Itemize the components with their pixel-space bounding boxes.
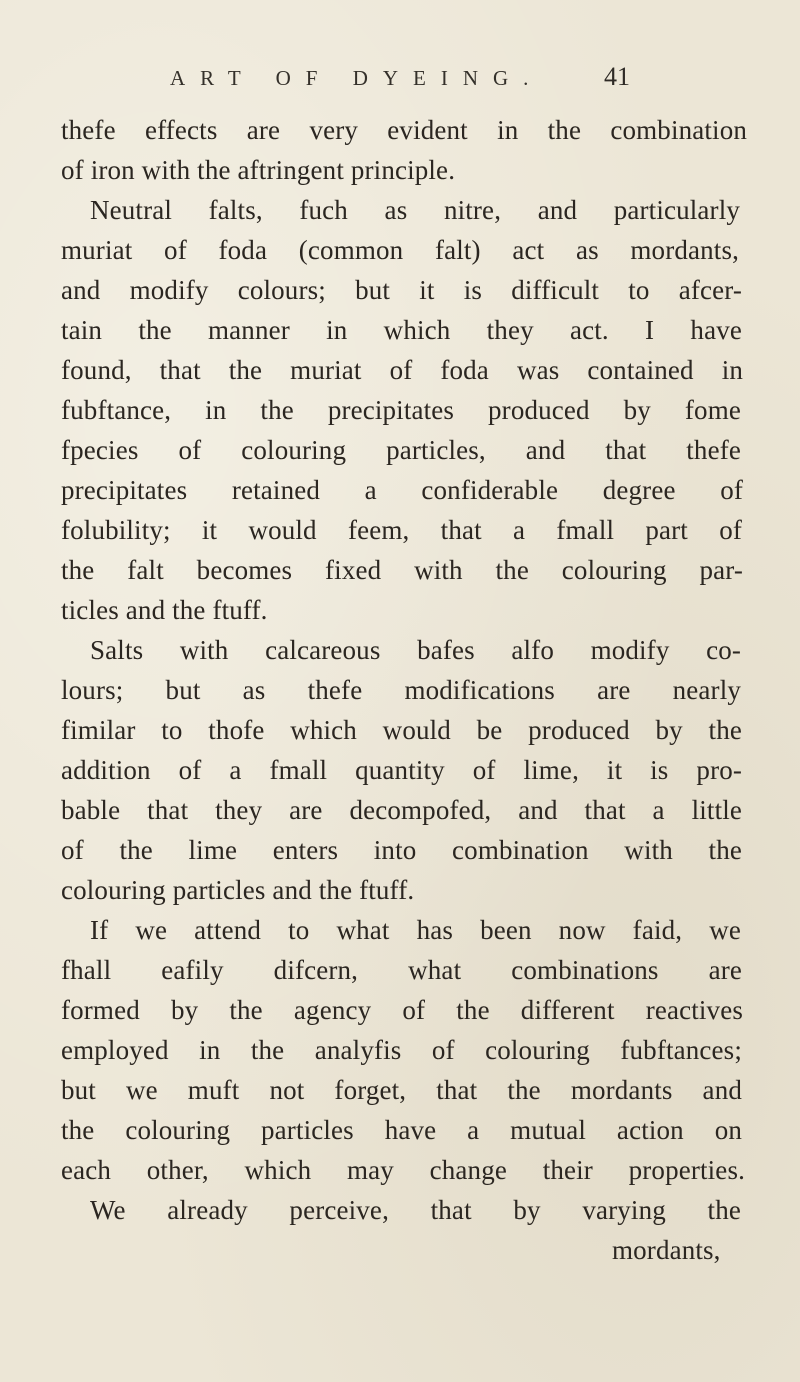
text-line: Salts with calcareous bafes alfo modify co-: [90, 635, 741, 665]
catchword: mordants,: [612, 1235, 721, 1265]
text-line: and modify colours; but it is difficult to afcer-: [61, 275, 742, 305]
text-line: We already perceive, that by varying the: [90, 1195, 741, 1225]
page-number: 41: [604, 62, 630, 91]
text-line: colouring particles and the ftuff.: [61, 875, 415, 905]
text-line: thefe effects are very evident in the combination: [61, 115, 747, 145]
text-line: fubftance, in the precipitates produced by fome: [61, 395, 741, 425]
running-head: [170, 62, 630, 102]
text-line: lours; but as thefe modifications are nearly: [61, 675, 741, 705]
text-line: the falt becomes fixed with the colouring par-: [61, 555, 743, 585]
text-line: employed in the analyfis of colouring fubftances;: [61, 1035, 742, 1065]
text-line: formed by the agency of the different reactives: [61, 995, 743, 1025]
text-line: muriat of foda (common falt) act as mordants,: [61, 235, 739, 265]
text-line: fpecies of colouring particles, and that thefe: [61, 435, 741, 465]
text-line: tain the manner in which they act. I have: [61, 315, 742, 345]
text-line: folubility; it would feem, that a fmall part of: [61, 515, 742, 545]
text-line: ticles and the ftuff.: [61, 595, 268, 625]
text-line: each other, which may change their properties.: [61, 1155, 745, 1185]
text-line: bable that they are decompofed, and that a little: [61, 795, 742, 825]
text-line: of the lime enters into combination with the: [61, 835, 742, 865]
text-line: precipitates retained a confiderable degree of: [61, 475, 743, 505]
text-line: addition of a fmall quantity of lime, it is pro-: [61, 755, 742, 785]
text-line: of iron with the aftringent principle.: [61, 155, 456, 185]
text-line: found, that the muriat of foda was contained in: [61, 355, 743, 385]
text-line: Neutral falts, fuch as nitre, and particularly: [90, 195, 740, 225]
text-line: but we muft not forget, that the mordants and: [61, 1075, 742, 1105]
text-line: If we attend to what has been now faid, we: [90, 915, 741, 945]
text-line: fimilar to thofe which would be produced by the: [61, 715, 742, 745]
text-line: the colouring particles have a mutual action on: [61, 1115, 742, 1145]
running-head-title: ART OF DYEING.: [170, 66, 544, 90]
text-line: fhall eafily difcern, what combinations are: [61, 955, 742, 985]
